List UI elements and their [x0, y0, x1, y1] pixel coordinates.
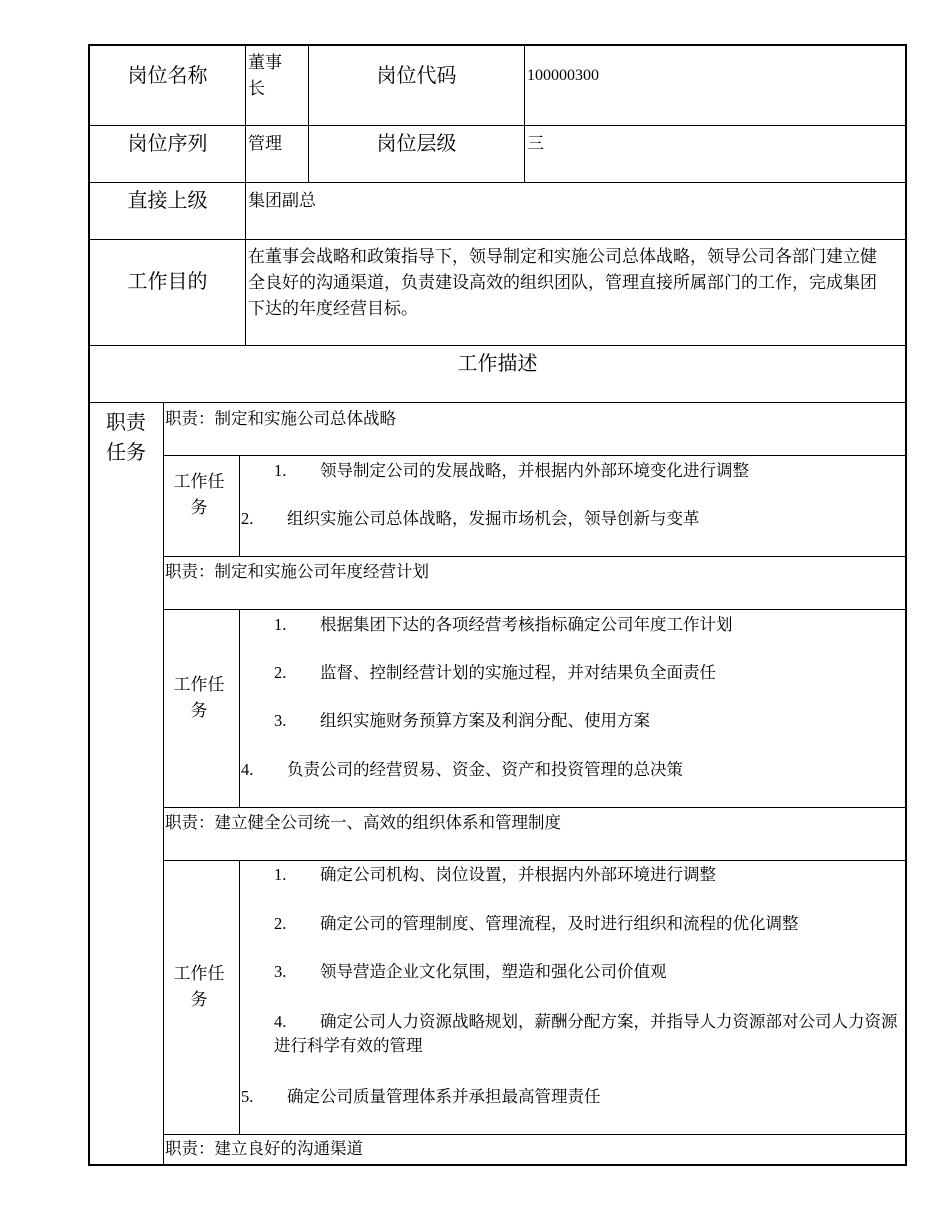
position-code-label: 岗位代码	[376, 65, 457, 87]
task-label: 工作任务	[173, 675, 225, 720]
task-item: 1. 确定公司机构、岗位设置，并根据内外部环境进行调整	[274, 865, 716, 884]
duty-title: 职责：制定和实施公司年度经营计划	[165, 562, 429, 581]
superior-label: 直接上级	[127, 190, 208, 212]
position-code-value: 100000300	[527, 67, 599, 84]
position-name-label: 岗位名称	[127, 65, 208, 87]
task-item: 1. 根据集团下达的各项经营考核指标确定公司年度工作计划	[274, 615, 733, 634]
task-item: 5. 确定公司质量管理体系并承担最高管理责任	[241, 1087, 601, 1106]
position-name-value: 董事长	[248, 53, 282, 98]
level-value: 三	[527, 134, 544, 153]
duty-side-label: 职责任务	[106, 412, 146, 464]
task-item: 2. 组织实施公司总体战略，发掘市场机会，领导创新与变革	[241, 509, 700, 528]
section-title: 工作描述	[457, 353, 538, 375]
sequence-value: 管理	[248, 134, 282, 153]
purpose-label: 工作目的	[127, 271, 208, 293]
task-item: 4. 确定公司人力资源战略规划，薪酬分配方案，并指导人力资源部对公司人力资源进行科学有效的管理	[274, 1012, 898, 1055]
superior-value: 集团副总	[248, 191, 316, 210]
task-item: 3. 领导营造企业文化氛围，塑造和强化公司价值观	[274, 962, 667, 981]
task-item: 2. 确定公司的管理制度、管理流程，及时进行组织和流程的优化调整	[274, 914, 799, 933]
task-label: 工作任务	[173, 472, 225, 517]
task-item: 3. 组织实施财务预算方案及利润分配、使用方案	[274, 711, 650, 730]
duty-title: 职责：制定和实施公司总体战略	[165, 409, 396, 428]
task-item: 1. 领导制定公司的发展战略，并根据内外部环境变化进行调整	[274, 461, 749, 480]
sequence-label: 岗位序列	[127, 133, 208, 155]
level-label: 岗位层级	[376, 133, 457, 155]
task-item: 4. 负责公司的经营贸易、资金、资产和投资管理的总决策	[241, 760, 683, 779]
task-label: 工作任务	[173, 964, 225, 1009]
duty-title: 职责：建立良好的沟通渠道	[165, 1139, 363, 1158]
task-item: 2. 监督、控制经营计划的实施过程，并对结果负全面责任	[274, 663, 716, 682]
duty-title: 职责：建立健全公司统一、高效的组织体系和管理制度	[165, 813, 561, 832]
purpose-value: 在董事会战略和政策指导下，领导制定和实施公司总体战略，领导公司各部门建立健全良好的沟通渠道，负责建设高效的组织团队，管理直接所属部门的工作，完成集团下达的年度经营目标。	[248, 247, 877, 318]
